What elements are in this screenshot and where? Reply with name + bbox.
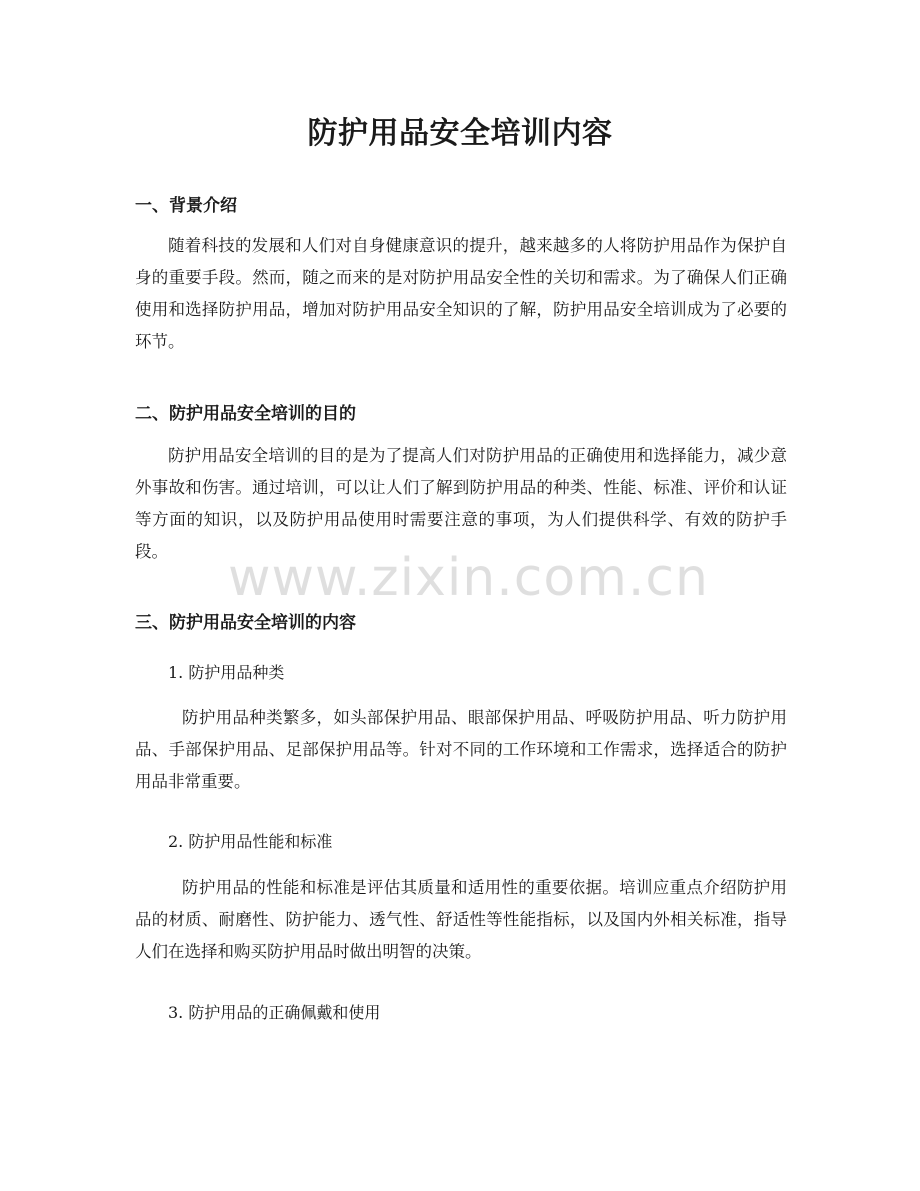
sub-heading-performance: 2. 防护用品性能和标准 [168,832,333,851]
section-heading-content: 三、防护用品安全培训的内容 [135,613,356,633]
sub-heading-types: 1. 防护用品种类 [168,663,285,682]
section-paragraph-purpose: 防护用品安全培训的目的是为了提高人们对防护用品的正确使用和选择能力，减少意外事故和伤害。通过培训，可以让人们了解到防护用品的种类、性能、标准、评价和认证等方面的知识，以及防护用品使用时需要注意的事项，为人们提供科学、有效的防护手段。 [135,446,787,561]
section-heading-background: 一、背景介绍 [135,196,237,216]
section-heading-purpose: 二、防护用品安全培训的目的 [135,404,356,424]
sub-paragraph-performance: 防护用品的性能和标准是评估其质量和适用性的重要依据。培训应重点介绍防护用品的材质、耐磨性、防护能力、透气性、舒适性等性能指标，以及国内外相关标准，指导人们在选择和购买防护用品时做出明智的决策。 [135,878,787,961]
page-title: 防护用品安全培训内容 [307,116,613,151]
sub-heading-usage: 3. 防护用品的正确佩戴和使用 [168,1003,381,1022]
watermark: www.zixin.com.cn [228,548,709,608]
sub-paragraph-types: 防护用品种类繁多，如头部保护用品、眼部保护用品、呼吸防护用品、听力防护用品、手部保护用品、足部保护用品等。针对不同的工作环境和工作需求，选择适合的防护用品非常重要。 [135,708,787,791]
section-paragraph-background: 随着科技的发展和人们对自身健康意识的提升，越来越多的人将防护用品作为保护自身的重要手段。然而，随之而来的是对防护用品安全性的关切和需求。为了确保人们正确使用和选择防护用品，增加对防护用品安全知识的了解，防护用品安全培训成为了必要的环节。 [135,236,787,351]
